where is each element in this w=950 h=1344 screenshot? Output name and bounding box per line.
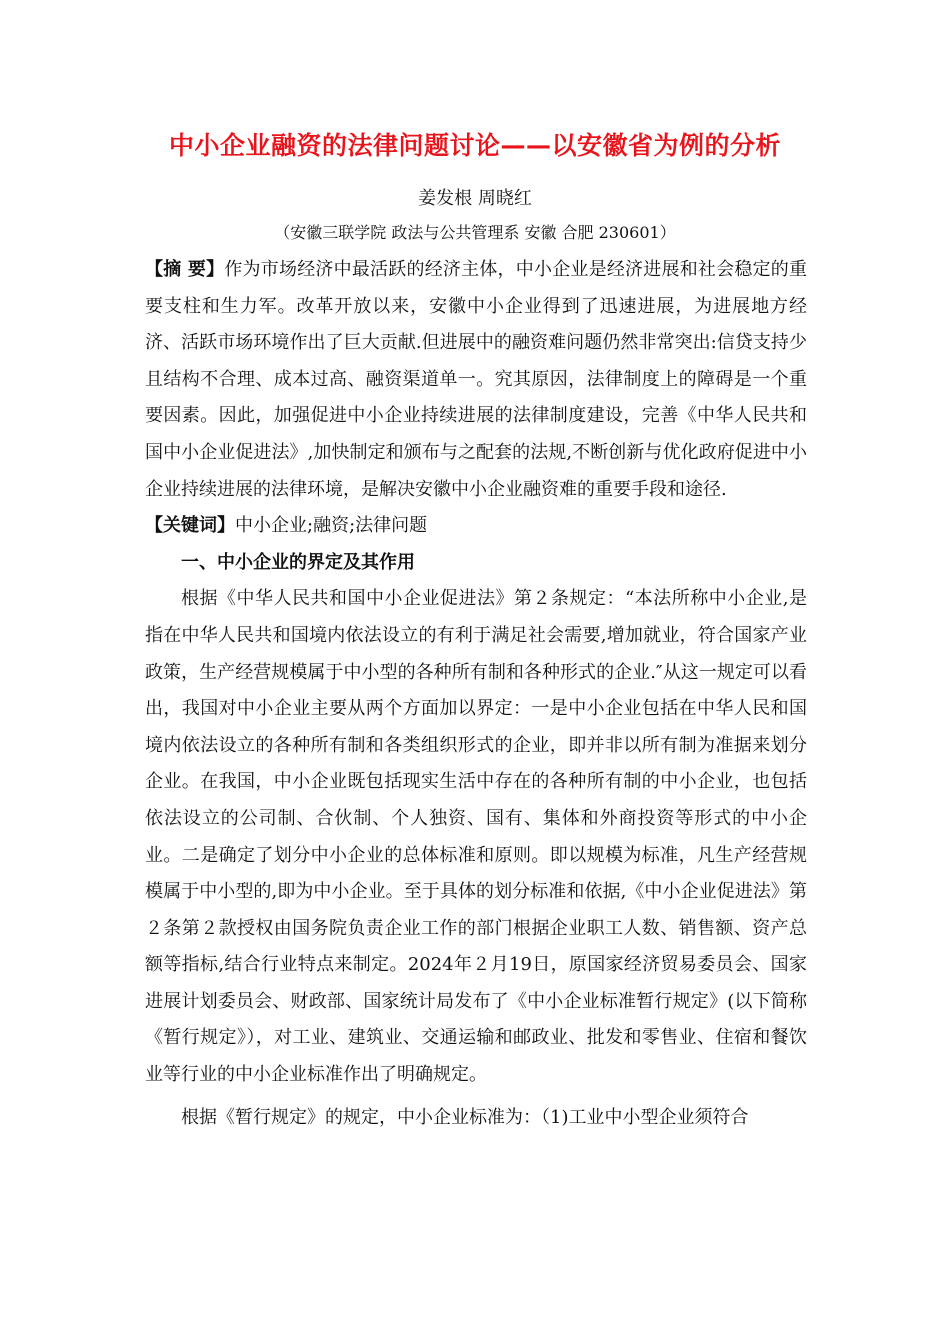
body-paragraph: 根据《暂行规定》的规定，中小企业标准为：（1)工业中小型企业须符合	[181, 1106, 749, 1128]
keywords-label: 【关键词】	[145, 515, 235, 537]
abstract-text: 作为市场经济中最活跃的经济主体，中小企业是经济进展和社会稳定的重要支柱和生力军。改革开放以来，安徽中小企业得到了迅速进展，为进展地方经济、活跃市场环境作出了巨大贡献.但进展中的融资难问题仍然非常突出:信贷支持少且结构不合理、成本过高、融资渠道单一。究其原因，法律制度上的障碍是一个重要因素。因此，加强促进中小企业持续进展的法律制度建设，完善《中华人民共和国中小企业促进法》,加快制定和颁布与之配套的法规,不断创新与优化政府促进中小企业持续进展的法律环境，是解决安徽中小企业融资难的重要手段和途径.	[145, 259, 807, 500]
abstract-paragraph	[145, 252, 807, 508]
section-heading: 一、中小企业的界定及其作用	[181, 551, 415, 573]
keywords-text: 中小企业;融资;法律问题	[235, 515, 428, 537]
document-title: 中小企业融资的法律问题讨论——以安徽省为例的分析	[168, 131, 781, 160]
document-body	[145, 252, 807, 1136]
affiliation: （安徽三联学院 政法与公共管理系 安徽 合肥 230601）	[274, 223, 676, 242]
authors: 姜发根 周晓红	[418, 188, 532, 209]
abstract-label: 【摘 要】	[145, 259, 225, 280]
body-paragraph: 根据《中华人民共和国中小企业促进法》第２条规定：“本法所称中小企业,是指在中华人民共和国境内依法设立的有利于满足社会需要,增加就业，符合国家产业政策，生产经营规模属于中小型的各种所有制和各种形式的企业.″从这一规定可以看出，我国对中小企业主要从两个方面加以界定：一是中小企业包括在中华人民和国境内依法设立的各种所有制和各类组织形式的企业，即并非以所有制为准据来划分企业。在我国，中小企业既包括现实生活中存在的各种所有制的中小企业，也包括依法设立的公司制、合伙制、个人独资、国有、集体和外商投资等形式的中小企业。二是确定了划分中小企业的总体标准和原则。即以规模为标准，凡生产经营规模属于中小型的,即为中小企业。至于具体的划分标准和依据,《中小企业促进法》第２条第２款授权由国务院负责企业工作的部门根据企业职工人数、销售额、资产总额等指标,结合行业特点来制定。2024年２月19日，原国家经济贸易委员会、国家进展计划委员会、财政部、国家统计局发布了《中小企业标准暂行规定》(以下简称《暂行规定》），对工业、建筑业、交通运输和邮政业、批发和零售业、住宿和餐饮业等行业的中小企业标准作出了明确规定。	[145, 588, 807, 1086]
keywords-paragraph	[145, 508, 807, 545]
